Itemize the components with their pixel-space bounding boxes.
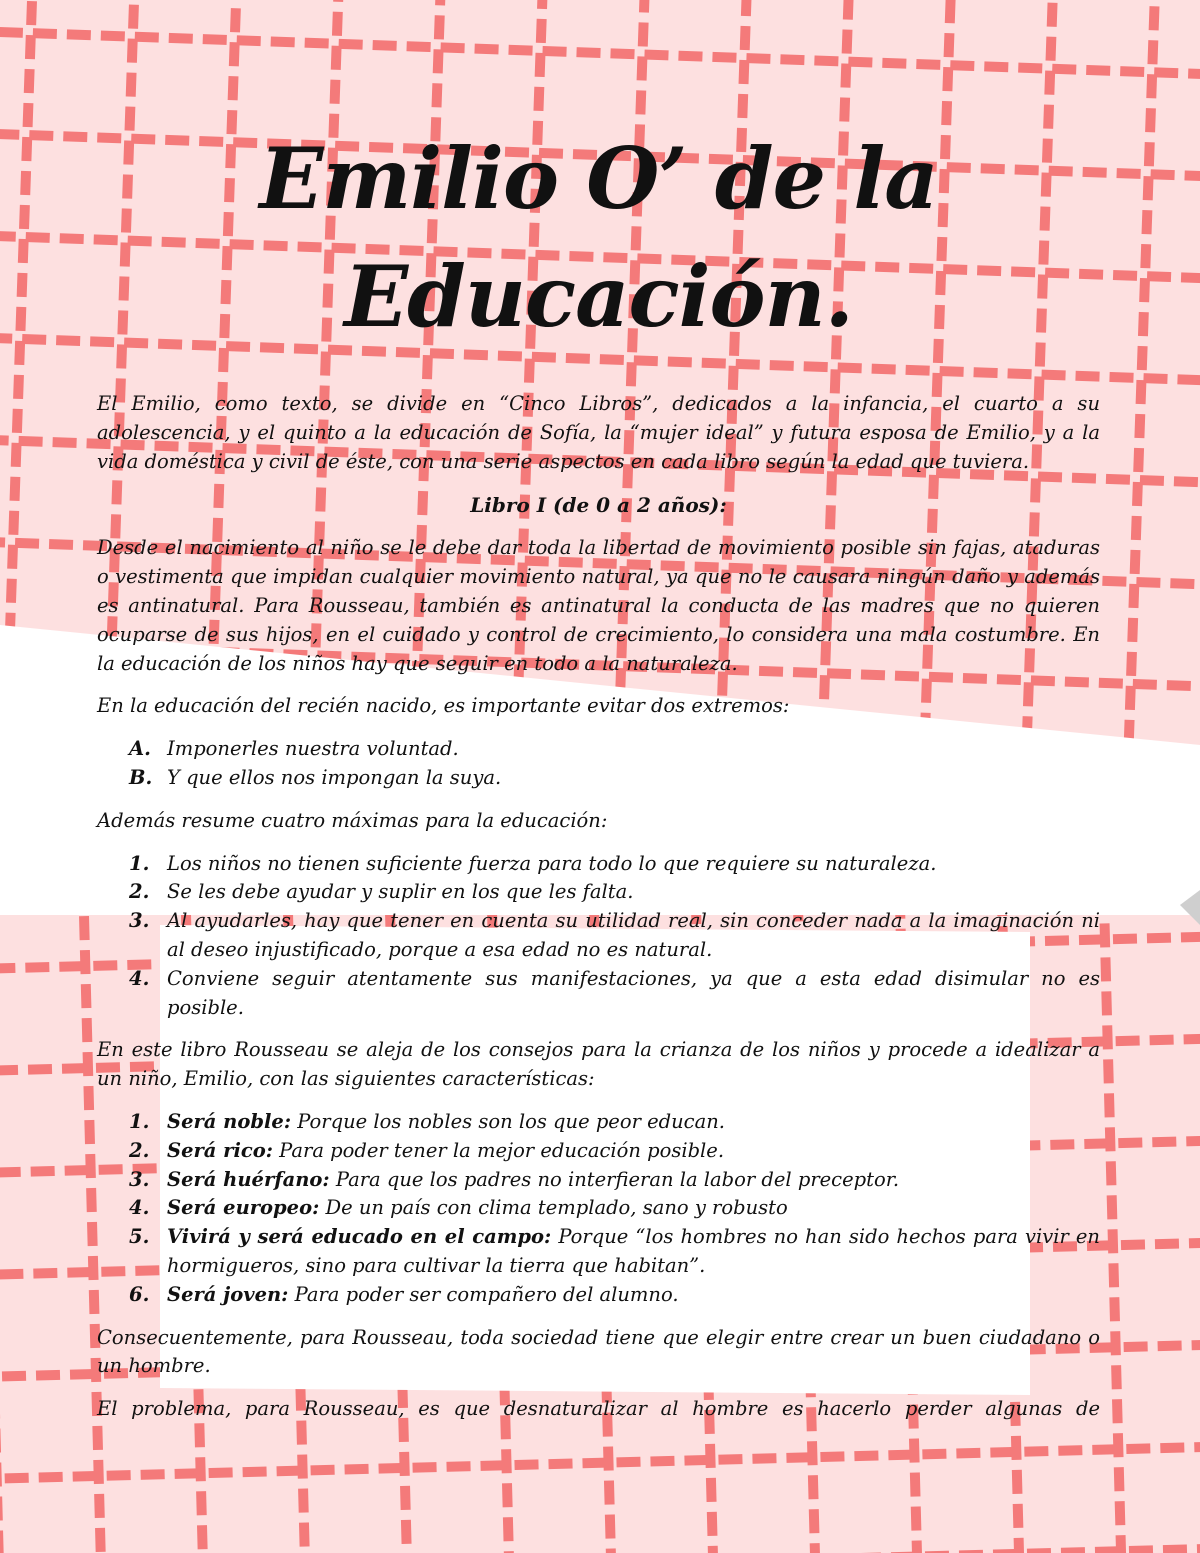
- paragraph-birth-freedom: Desde el nacimiento al niño se le debe dar toda la libertad de movimiento posible sin fajas, ataduras o vestimenta que impidan cualquier movimiento natural, ya que no le causara ningún daño y además es antinatural. Para Rousseau, también es antinatural la conducta de las madres que no quieren ocuparse de sus hijos, en el cuidado y control de crecimiento, lo considera una mala costumbre. En la educación de los niños hay que seguir en todo a la naturaleza.: [97, 536, 1100, 675]
- section-heading: Libro I (de 0 a 2 años):: [470, 493, 727, 518]
- list-marker: 6.: [129, 1282, 150, 1306]
- paragraph-society-choice: Consecuentemente, para Rousseau, toda sociedad tiene que elegir entre crear un buen ciudadano o un hombre.: [97, 1325, 1100, 1378]
- list-marker: A.: [129, 737, 151, 761]
- list-item-text: Los niños no tienen suficiente fuerza para todo lo que requiere su naturaleza.: [167, 851, 937, 875]
- list-item-label: Será joven:: [167, 1282, 289, 1306]
- list-item: [97, 850, 1100, 879]
- list-item-text: Para poder ser compañero del alumno.: [288, 1282, 679, 1306]
- list-marker: 3.: [129, 1167, 150, 1191]
- list-item-text: Imponerles nuestra voluntad.: [167, 737, 459, 761]
- list-item: [97, 907, 1100, 965]
- list-item-label: Vivirá y será educado en el campo:: [167, 1225, 552, 1249]
- list-item: [97, 1108, 1100, 1137]
- list-item: [97, 965, 1100, 1023]
- list-item: [97, 764, 1100, 793]
- list-item: [97, 1166, 1100, 1195]
- list-item: [97, 1137, 1100, 1166]
- list-item-text: Porque los nobles son los que peor educan.: [291, 1109, 725, 1133]
- document-page: [97, 120, 1100, 1438]
- intro-paragraph: El Emilio, como texto, se divide en “Cinco Libros”, dedicados a la infancia, el cuarto a su adolescencia, y el quinto a la educación de Sofía, la “mujer ideal” y futura esposa de Emilio, y a la vida doméstica y civil de éste, con una serie aspectos en cada libro según la edad que tuviera.: [97, 392, 1100, 473]
- list-marker: 4.: [129, 1196, 150, 1220]
- paragraph-problem: El problema, para Rousseau, es que desnaturalizar al hombre es hacerlo perder algunas de: [97, 1397, 1100, 1421]
- list-item-label: Será noble:: [167, 1109, 292, 1133]
- list-item-text: De un país con clima templado, sano y robusto: [319, 1196, 788, 1220]
- list-item-text: Al ayudarles, hay que tener en cuenta su utilidad real, sin conceder nada a la imaginación ni al deseo injustificado, porque a esa edad no es natural.: [167, 909, 1100, 961]
- list-item-label: Será europeo:: [167, 1196, 320, 1220]
- list-item-text: Para que los padres no interfieran la labor del preceptor.: [329, 1167, 900, 1191]
- list-item: [97, 1281, 1100, 1310]
- paragraph-extremes-intro: En la educación del recién nacido, es importante evitar dos extremos:: [97, 694, 790, 718]
- list-item-text: Conviene seguir atentamente sus manifestaciones, ya que a esta edad disimular no es posible.: [167, 966, 1100, 1019]
- list-item: [97, 1223, 1100, 1281]
- extremes-list: [97, 735, 1100, 793]
- title-line-1: Emilio O’ de la: [259, 129, 938, 228]
- list-marker: 1.: [129, 851, 150, 875]
- list-item: [97, 1194, 1100, 1223]
- maxims-list: [97, 850, 1100, 1023]
- list-item-text: Para poder tener la mejor educación posible.: [272, 1138, 725, 1162]
- document-title: [97, 120, 1100, 356]
- list-marker: B.: [129, 765, 153, 789]
- list-item-text: Porque “los hombres no han sido hechos para vivir en hormigueros, sino para cultivar la tierra que habitan”.: [167, 1225, 1100, 1277]
- list-marker: 2.: [129, 880, 150, 904]
- list-marker: 5.: [129, 1225, 150, 1249]
- list-item: [97, 735, 1100, 764]
- paragraph-idealized-child: En este libro Rousseau se aleja de los consejos para la crianza de los niños y procede a idealizar a un niño, Emilio, con las siguientes características:: [97, 1038, 1100, 1091]
- list-item-text: Y que ellos nos impongan la suya.: [167, 765, 502, 789]
- list-item-label: Será huérfano:: [167, 1167, 330, 1191]
- characteristics-list: [97, 1108, 1100, 1310]
- list-marker: 2.: [129, 1138, 150, 1162]
- list-marker: 1.: [129, 1109, 150, 1133]
- list-item-label: Será rico:: [167, 1138, 273, 1162]
- list-marker: 4.: [129, 966, 150, 990]
- list-marker: 3.: [129, 909, 150, 933]
- paragraph-maxims-intro: Además resume cuatro máximas para la educación:: [97, 808, 608, 832]
- list-item: [97, 878, 1100, 907]
- list-item-text: Se les debe ayudar y suplir en los que les falta.: [167, 880, 634, 904]
- title-line-2: Educación.: [344, 247, 853, 346]
